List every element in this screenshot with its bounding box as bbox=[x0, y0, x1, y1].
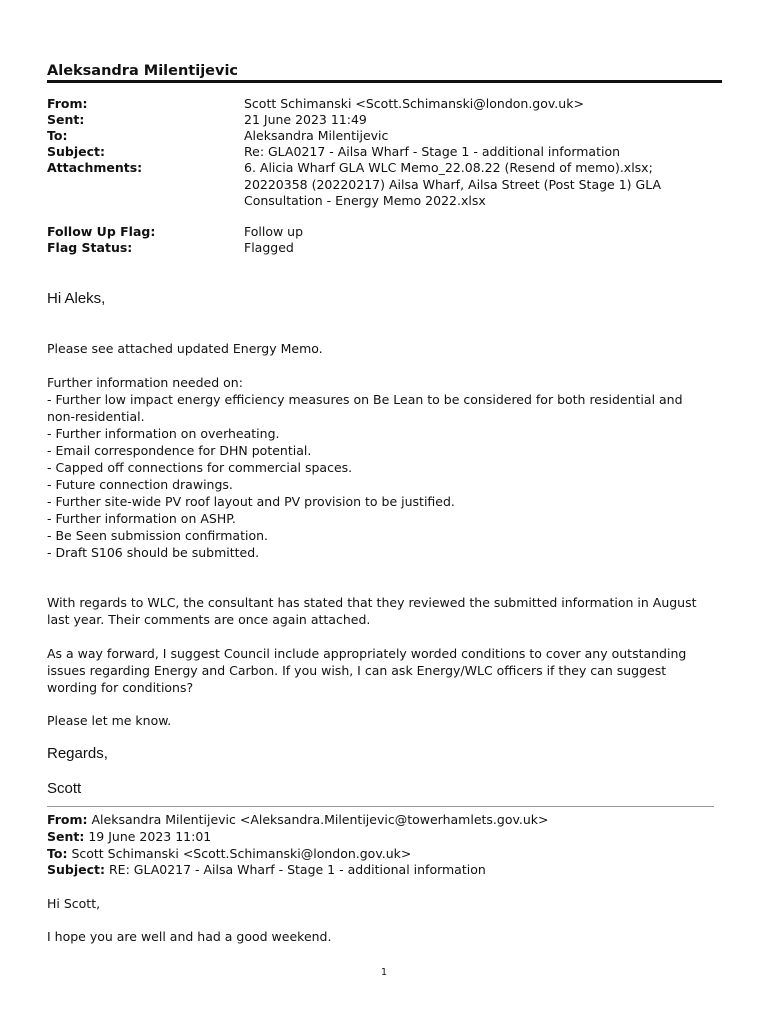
list-item: - Email correspondence for DHN potential. bbox=[47, 443, 312, 458]
flag-status-label: Flag Status: bbox=[47, 240, 133, 255]
attachments-label: Attachments: bbox=[47, 160, 143, 175]
forwarded-sent-row bbox=[47, 828, 211, 845]
message-signature: Scott bbox=[47, 780, 82, 797]
sent-value: 21 June 2023 11:49 bbox=[244, 112, 367, 127]
forwarded-from-value: Aleksandra Milentijevic <Aleksandra.Milentijevic@towerhamlets.gov.uk> bbox=[91, 812, 549, 827]
message-paragraph-5: Please let me know. bbox=[47, 713, 172, 728]
list-item: - Further low impact energy efficiency measures on Be Lean to be considered for both residential and non-residential. bbox=[47, 392, 683, 424]
list-item: - Capped off connections for commercial spaces. bbox=[47, 460, 353, 475]
list-item: - Further information on ASHP. bbox=[47, 511, 236, 526]
message-paragraph-4: As a way forward, I suggest Council include appropriately worded conditions to cover any outstanding issues regarding Energy and Carbon. If you wish, I can ask Energy/WLC officers if they can suggest wording for conditions? bbox=[47, 646, 687, 695]
mailbox-owner-name: Aleksandra Milentijevic bbox=[47, 63, 239, 79]
message-paragraph-3: With regards to WLC, the consultant has stated that they reviewed the submitted information in August last year. Their comments are once again attached. bbox=[47, 595, 697, 627]
message-signoff: Regards, bbox=[47, 745, 108, 762]
header-divider bbox=[47, 80, 722, 83]
attachments-value[interactable]: 6. Alicia Wharf GLA WLC Memo_22.08.22 (Resend of memo).xlsx; 20220358 (20220217) Ailsa Wharf, Ailsa Street (Post Stage 1) GLA Consultation - Energy Memo 2022.xlsx bbox=[244, 160, 662, 208]
info-needed-intro: Further information needed on: bbox=[47, 375, 243, 390]
forwarded-paragraph-1: I hope you are well and had a good weekend. bbox=[47, 929, 332, 944]
from-value: Scott Schimanski <Scott.Schimanski@london.gov.uk> bbox=[244, 96, 584, 111]
forwarded-from-row bbox=[47, 811, 549, 828]
message-paragraph-1: Please see attached updated Energy Memo. bbox=[47, 341, 323, 356]
forwarded-to-row bbox=[47, 845, 411, 862]
follow-up-flag-label: Follow Up Flag: bbox=[47, 224, 156, 239]
forwarded-sent-value: 19 June 2023 11:01 bbox=[88, 829, 212, 844]
forwarded-divider bbox=[47, 806, 714, 807]
list-item: - Further site-wide PV roof layout and PV provision to be justified. bbox=[47, 494, 455, 509]
from-label: From: bbox=[47, 96, 88, 111]
forwarded-subject-row bbox=[47, 861, 486, 878]
subject-label: Subject: bbox=[47, 144, 105, 159]
list-item: - Be Seen submission confirmation. bbox=[47, 528, 268, 543]
forwarded-sent-label: Sent: bbox=[47, 829, 85, 844]
list-item: - Further information on overheating. bbox=[47, 426, 280, 441]
forwarded-to-label: To: bbox=[47, 846, 68, 861]
to-label: To: bbox=[47, 128, 68, 143]
list-item: - Future connection drawings. bbox=[47, 477, 233, 492]
sent-label: Sent: bbox=[47, 112, 85, 127]
forwarded-to-value: Scott Schimanski <Scott.Schimanski@london.gov.uk> bbox=[71, 846, 412, 861]
message-greeting: Hi Aleks, bbox=[47, 290, 106, 307]
follow-up-flag-value: Follow up bbox=[244, 224, 304, 239]
flag-status-value: Flagged bbox=[244, 240, 294, 255]
list-item: - Draft S106 should be submitted. bbox=[47, 545, 260, 560]
to-value: Aleksandra Milentijevic bbox=[244, 128, 389, 143]
message-paragraph-2 bbox=[47, 374, 707, 561]
forwarded-greeting: Hi Scott, bbox=[47, 896, 101, 911]
subject-value: Re: GLA0217 - Ailsa Wharf - Stage 1 - additional information bbox=[244, 144, 621, 159]
forwarded-subject-value: RE: GLA0217 - Ailsa Wharf - Stage 1 - additional information bbox=[108, 862, 486, 877]
forwarded-subject-label: Subject: bbox=[47, 862, 105, 877]
forwarded-from-label: From: bbox=[47, 812, 88, 827]
page-number: 1 bbox=[380, 967, 388, 978]
